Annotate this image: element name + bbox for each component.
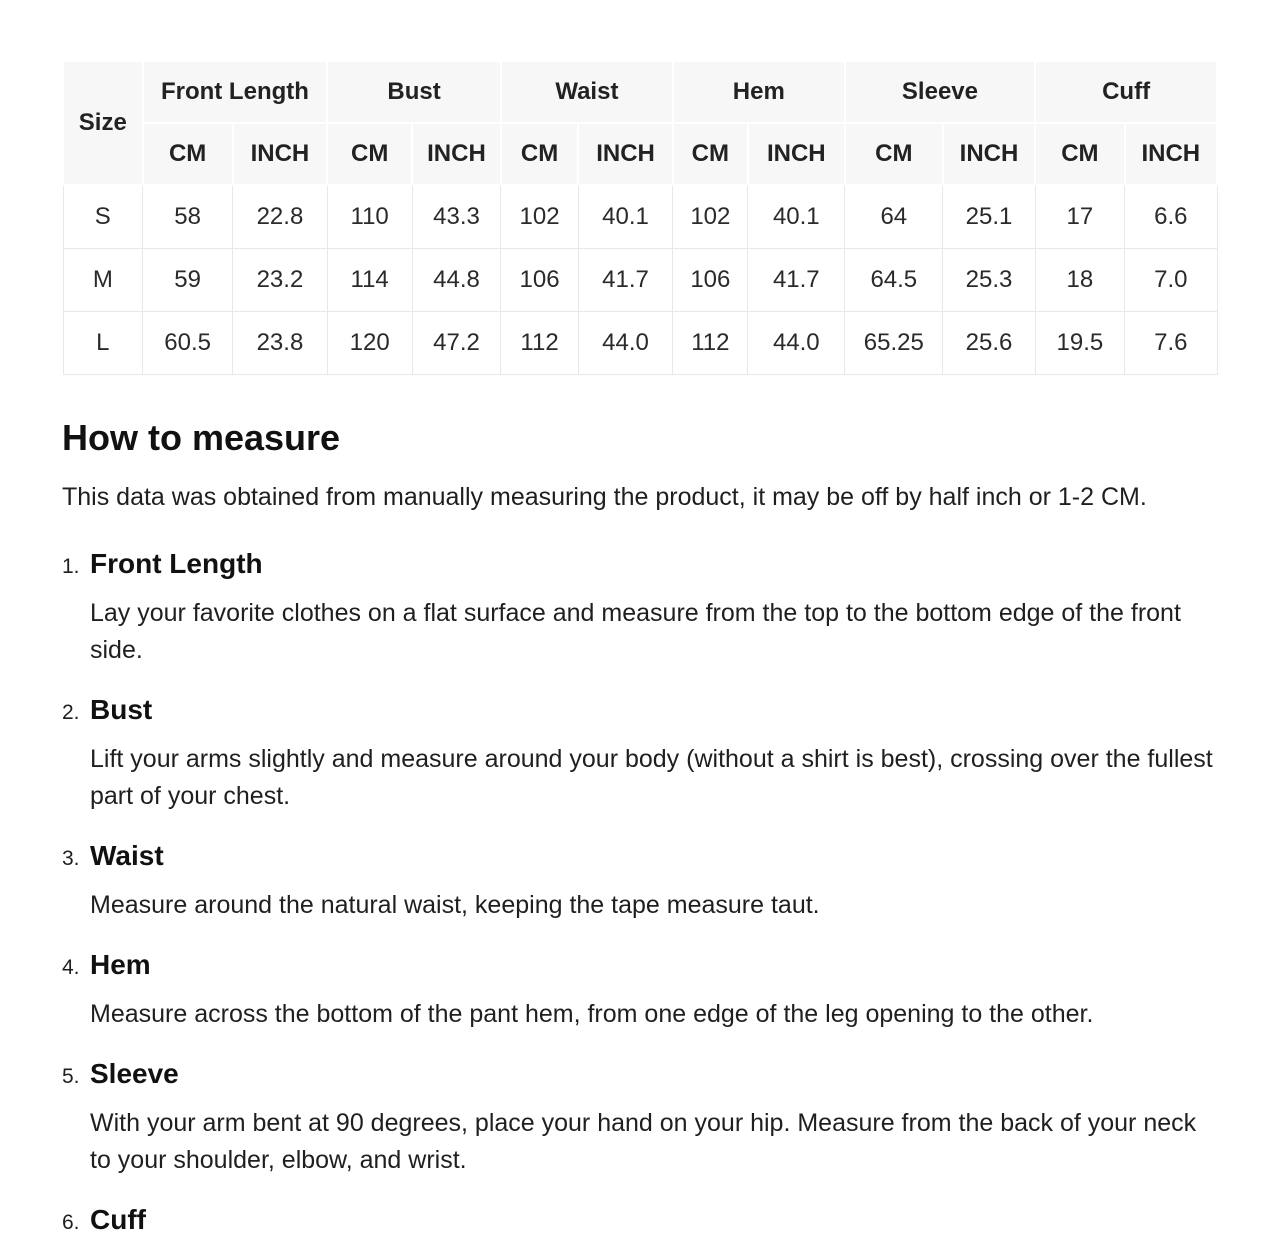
step-number: 3. — [62, 846, 80, 870]
unit-header-inch: INCH — [943, 123, 1035, 185]
measurement-cell: 6.6 — [1125, 185, 1217, 248]
measurement-cell: 112 — [501, 311, 578, 374]
measurement-cell: 110 — [327, 185, 412, 248]
measurement-cell: 58 — [143, 185, 233, 248]
measure-step-waist — [62, 840, 1218, 924]
unit-header-inch: INCH — [233, 123, 328, 185]
step-number: 2. — [62, 700, 80, 724]
measurement-cell: 44.0 — [748, 311, 845, 374]
step-head — [62, 949, 1218, 981]
step-description: With your arm bent at 90 degrees, place your hand on your hip. Measure from the back of your neck to your shoulder, elbow, and wrist. — [90, 1108, 1197, 1174]
step-description: Measure across the bottom of the pant hem, from one edge of the leg opening to the other. — [90, 999, 1094, 1028]
group-header-hem: Hem — [673, 61, 845, 123]
step-head — [62, 1058, 1218, 1090]
measurement-cell: 64.5 — [845, 248, 943, 311]
measurement-cell: 59 — [143, 248, 233, 311]
measurement-cell: 18 — [1035, 248, 1124, 311]
size-cell: S — [63, 185, 143, 248]
measurement-cell: 7.0 — [1125, 248, 1217, 311]
measurement-cell: 41.7 — [578, 248, 673, 311]
group-header-waist: Waist — [501, 61, 673, 123]
measurement-cell: 40.1 — [748, 185, 845, 248]
measurement-cell: 41.7 — [748, 248, 845, 311]
table-row — [63, 185, 1217, 248]
step-title: Cuff — [90, 1203, 146, 1235]
size-cell: M — [63, 248, 143, 311]
measurement-cell: 23.2 — [233, 248, 328, 311]
group-header-row — [63, 61, 1217, 123]
measure-step-cuff — [62, 1204, 1218, 1236]
step-head — [62, 694, 1218, 726]
step-head — [62, 1204, 1218, 1236]
measurement-cell: 25.6 — [943, 311, 1035, 374]
unit-header-inch: INCH — [1125, 123, 1217, 185]
measurement-cell: 112 — [673, 311, 748, 374]
group-header-front-length: Front Length — [143, 61, 328, 123]
measurement-cell: 106 — [501, 248, 578, 311]
content-area — [62, 0, 1218, 1236]
measurement-cell: 7.6 — [1125, 311, 1217, 374]
step-description: Lay your favorite clothes on a flat surface and measure from the top to the bottom edge of the front side. — [90, 598, 1181, 664]
step-title: Waist — [90, 839, 164, 871]
unit-header-inch: INCH — [412, 123, 501, 185]
measurement-cell: 64 — [845, 185, 943, 248]
table-body — [63, 185, 1217, 374]
step-title: Sleeve — [90, 1057, 179, 1089]
measurement-cell: 44.8 — [412, 248, 501, 311]
group-header-sleeve: Sleeve — [845, 61, 1035, 123]
step-title: Hem — [90, 948, 151, 980]
size-cell: L — [63, 311, 143, 374]
measurement-cell: 17 — [1035, 185, 1124, 248]
measure-intro-text: This data was obtained from manually measuring the product, it may be off by half inch or 1-2 CM. — [62, 482, 1147, 511]
measurement-cell: 102 — [673, 185, 748, 248]
measurement-cell: 106 — [673, 248, 748, 311]
step-number: 4. — [62, 955, 80, 979]
measure-steps-list — [62, 548, 1218, 1236]
measure-step-bust — [62, 694, 1218, 815]
measure-step-front-length — [62, 548, 1218, 669]
group-header-bust: Bust — [327, 61, 501, 123]
measure-step-hem — [62, 949, 1218, 1033]
size-column-header: Size — [63, 61, 143, 185]
group-header-cuff: Cuff — [1035, 61, 1217, 123]
unit-header-cm: CM — [143, 123, 233, 185]
size-chart-table — [62, 60, 1218, 375]
unit-header-row — [63, 123, 1217, 185]
unit-header-inch: INCH — [578, 123, 673, 185]
unit-header-cm: CM — [327, 123, 412, 185]
unit-header-inch: INCH — [748, 123, 845, 185]
step-description: Measure around the natural waist, keeping the tape measure taut. — [90, 890, 820, 919]
table-row — [63, 311, 1217, 374]
measurement-cell: 25.1 — [943, 185, 1035, 248]
table-row — [63, 248, 1217, 311]
unit-header-cm: CM — [673, 123, 748, 185]
step-title: Front Length — [90, 547, 263, 579]
measure-step-sleeve — [62, 1058, 1218, 1179]
measurement-cell: 65.25 — [845, 311, 943, 374]
measurement-cell: 23.8 — [233, 311, 328, 374]
unit-header-cm: CM — [1035, 123, 1124, 185]
measurement-cell: 47.2 — [412, 311, 501, 374]
measurement-cell: 19.5 — [1035, 311, 1124, 374]
step-number: 5. — [62, 1064, 80, 1088]
measurement-cell: 60.5 — [143, 311, 233, 374]
step-number: 1. — [62, 554, 80, 578]
step-description: Lift your arms slightly and measure around your body (without a shirt is best), crossing over the fullest part of your chest. — [90, 744, 1213, 810]
measurement-cell: 43.3 — [412, 185, 501, 248]
how-to-measure-heading: How to measure — [62, 416, 341, 458]
step-head — [62, 840, 1218, 872]
measurement-cell: 120 — [327, 311, 412, 374]
measurement-cell: 22.8 — [233, 185, 328, 248]
step-title: Bust — [90, 693, 153, 725]
step-head — [62, 548, 1218, 580]
table-head — [63, 61, 1217, 185]
measurement-cell: 102 — [501, 185, 578, 248]
unit-header-cm: CM — [501, 123, 578, 185]
unit-header-cm: CM — [845, 123, 943, 185]
measurement-cell: 44.0 — [578, 311, 673, 374]
step-number: 6. — [62, 1210, 80, 1234]
measurement-cell: 25.3 — [943, 248, 1035, 311]
measurement-cell: 114 — [327, 248, 412, 311]
measurement-cell: 40.1 — [578, 185, 673, 248]
